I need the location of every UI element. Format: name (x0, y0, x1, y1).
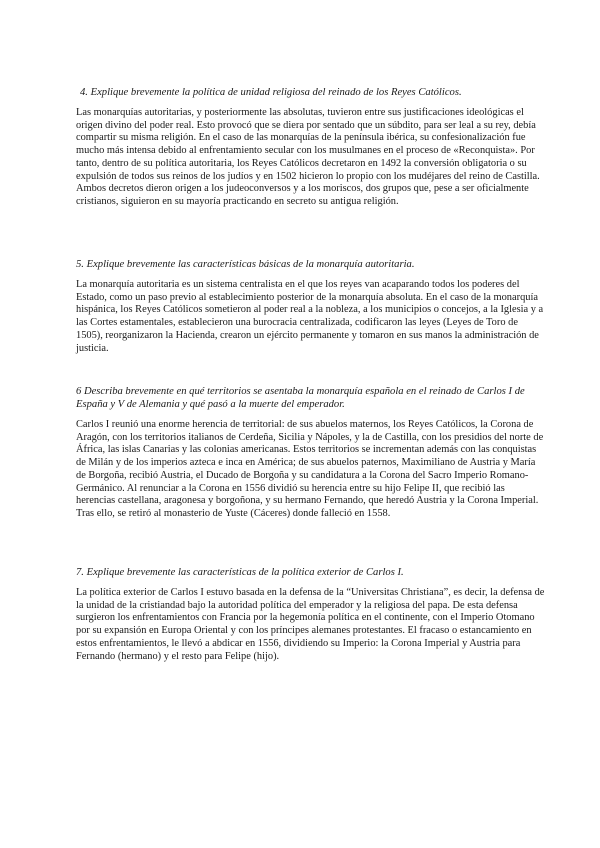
question-4-answer: Las monarquías autoritarias, y posteriormente las absolutas, tuvieron entre sus justificaciones ideológicas el origen divino del poder real. Esto provocó que se diera por sentado que un súbdito, para ser leal a su rey, debía compartir su misma religión. En el caso de las monarquías de la península ibérica, su confesionalización fue mucho más intensa debido al enfrentamiento secular con los musulmanes en el proceso de «Reconquista». Por tanto, dentro de su política autoritaria, los Reyes Católicos decretaron en 1492 la conversión obligatoria o su expulsión de todos sus reinos de los judíos y en 1502 hicieron lo propio con los mudéjares del reino de Castilla. Ambos decretos dieron origen a los judeoconversos y a los moriscos, dos grupos que, pese a ser oficialmente cristianos, siguieron en su mayoría practicando en secreto su antigua religión. (76, 107, 540, 207)
question-6-answer: Carlos I reunió una enorme herencia de territorial: de sus abuelos maternos, los Reyes Católicos, la Corona de Aragón, con los territorios italianos de Cerdeña, Sicilia y Nápoles, y la de Castilla, con los presidios del norte de África, las islas Canarias y las colonias americanas. Estos territorios se incrementan además con las conquistas de Milán y de los imperios azteca e inca en América; de sus abuelos paternos, Maximiliano de Austria y María de Borgoña, recibió Austria, el Ducado de Borgoña y su candidatura a la Corona del Sacro Imperio Romano-Germánico. Al renunciar a la Corona en 1556 dividió su herencia entre su hijo Felipe II, que recibió las herencias castellana, aragonesa y borgoñona, y su hermano Fernando, que heredó Austria y la Corona Imperial. Tras ello, se retiró al monasterio de Yuste (Cáceres) donde falleció en 1558. (76, 419, 544, 519)
section-question-5 (76, 258, 546, 355)
section-question-7 (76, 566, 546, 663)
section-question-4 (76, 86, 546, 209)
question-7-answer: La política exterior de Carlos I estuvo basada en la defensa de la “Universitas Christiana”, es decir, la defensa de la unidad de la cristiandad bajo la autoridad política del emperador y la religiosa del papa. De esta defensa surgieron los enfrentamientos con Francia por la hegemonía política en el continente, con el Imperio Otomano por su expansión en Europa Oriental y con los príncipes alemanes protestantes. El fracaso o estancamiento en estos enfrentamientos, le llevó a abdicar en 1556, dividiendo su Imperio: la Corona Imperial y Austria para Fernando (hermano) y el resto para Felipe (hijo). (76, 587, 545, 662)
section-question-6 (76, 385, 546, 521)
question-5-answer: La monarquía autoritaria es un sistema centralista en el que los reyes van acaparando todos los poderes del Estado, como un paso previo al establecimiento posterior de la monarquía absoluta. En el caso de la monarquía hispánica, los Reyes Católicos sometieron al poder real a la nobleza, a los municipios o concejos, a la Iglesia y a las Cortes estamentales, establecieron una burocracia centralizada, codificaron las leyes (Leyes de Toro de 1505), reorganizaron la Hacienda, crearon un ejército permanente y tomaron en sus manos la administración de justicia. (76, 279, 544, 354)
question-6-heading: 6 Describa brevemente en qué territorios se asentaba la monarquía española en el reinado de Carlos I de España y V de Alemania y qué pasó a la muerte del emperador. (76, 386, 525, 410)
question-7-heading: 7. Explique brevemente las características de la política exterior de Carlos I. (76, 567, 404, 578)
question-5-heading: 5. Explique brevemente las características básicas de la monarquía autoritaria. (76, 259, 415, 270)
question-4-heading: 4. Explique brevemente la política de unidad religiosa del reinado de los Reyes Católicos. (80, 87, 462, 98)
